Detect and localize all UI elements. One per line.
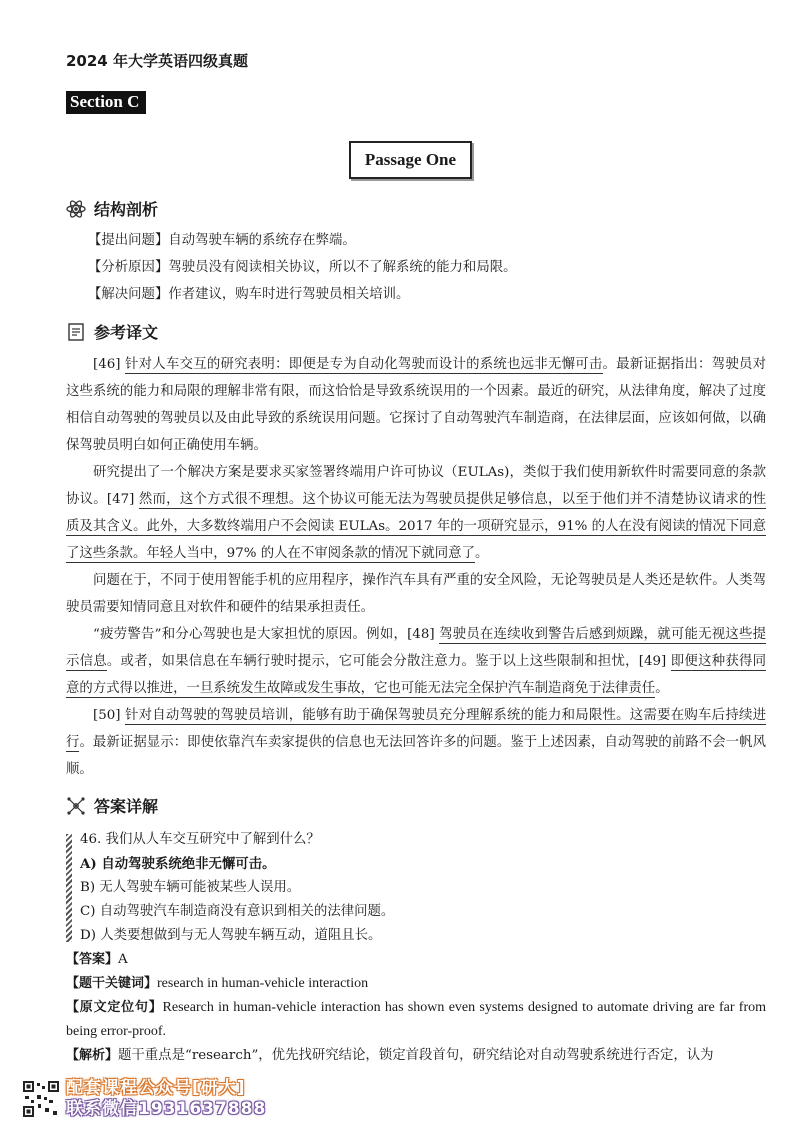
document-icon — [66, 322, 86, 342]
answer-marker: [50] — [93, 708, 125, 723]
structure-heading-label: 结构剖析 — [94, 200, 159, 219]
locate-value: Research in human-vehicle interaction has shown even systems designed to automate driving are far from being error-proof. — [66, 1000, 766, 1039]
answer-line — [66, 948, 766, 972]
translation-paragraph — [66, 351, 766, 459]
paragraph-text: 研究提出了一个解决方案是要求买家签署终端用户许可协议（EULAs)，类似于我们使用新软件时需要同意的条款协议。[47] — [66, 465, 766, 507]
translation-paragraph — [66, 621, 766, 702]
footer-promo — [22, 1078, 266, 1120]
question-block — [66, 828, 766, 948]
paragraph-text: 。最新证据显示：即使依靠汽车卖家提供的信息也无法回答许多的问题。鉴于上述因素，自动驾驶的前路不会一帆风顺。 — [66, 735, 767, 777]
analysis-line — [66, 1044, 766, 1068]
underlined-answer-text: 针对自动驾驶的驾驶员培训，能够有助于确保驾驶员充分理解系统的能力和局限性。这需要在购车后持续进行 — [66, 708, 766, 750]
passage-title-box — [349, 141, 472, 179]
question-text: 46. 我们从人车交互研究中了解到什么？ — [80, 832, 320, 847]
paragraph-text: 。或者，如果信息在车辆行驶时提示，它可能会分散注意力。鉴于以上这些限制和担忧，[49] — [106, 654, 671, 669]
answers-heading — [66, 794, 158, 817]
translation-paragraph — [66, 459, 766, 567]
section-label: Section C — [66, 91, 146, 114]
translation-paragraph: 问题在于，不同于使用智能手机的应用程序，操作汽车具有严重的安全风险，无论驾驶员是人类还是软件。人类驾驶员需要知情同意且对软件和硬件的结果承担责任。 — [66, 573, 766, 615]
structure-list — [88, 227, 748, 308]
underlined-answer-text: 然而，这个方式很不理想。这个协议可能无法为驾驶员提供足够信息，以至于他们并不清楚协议请求的性质及其含义。此外，大多数终端用户不会阅读 EULAs。2017 年的一项研究显示，91% 的人在没有阅读的情况下同意了这些条款。年轻人当中，97% 的人在不审阅条款的情况下就同意了 — [66, 492, 766, 561]
paragraph-text: 。 — [474, 546, 489, 561]
paragraph-text: “疲劳警告”和分心驾驶也是大家担忧的原因。例如，[48] — [93, 627, 440, 642]
structure-item: 【分析原因】驾驶员没有阅读相关协议，所以不了解系统的能力和局限。 — [88, 260, 517, 275]
passage-title: Passage One — [364, 150, 457, 169]
structure-item: 【解决问题】作者建议，购车时进行驾驶员相关培训。 — [88, 287, 410, 302]
promo-text — [66, 1078, 266, 1120]
promo-line-2: 联系微信1931637888 — [66, 1099, 267, 1119]
underlined-answer-text: 驾驶员在连续收到警告后感到烦躁，就可能无视这些提示信息 — [66, 627, 767, 669]
question-bar — [66, 834, 72, 942]
qr-code-icon — [22, 1080, 60, 1118]
answers-heading-label: 答案详解 — [94, 797, 159, 816]
keyword-label: 【题干关键词】 — [66, 976, 158, 991]
keyword-line — [66, 972, 766, 996]
translation-heading-label: 参考译文 — [94, 323, 159, 342]
option-b: B) 无人驾驶车辆可能被某些人误用。 — [80, 880, 301, 895]
network-icon — [66, 796, 86, 816]
keyword-value: research in human-vehicle interaction — [157, 976, 369, 991]
underlined-answer-text: 针对人车交互的研究表明：即便是专为自动化驾驶而设计的系统也远非无懈可击 — [125, 357, 603, 372]
locate-line — [66, 996, 766, 1044]
analysis-value: 题干重点是“research”，优先找研究结论，锁定首段首句，研究结论对自动驾驶系统进行否定，认为 — [118, 1048, 714, 1063]
promo-line-1: 配套课程公众号[研大] — [66, 1078, 246, 1098]
option-d: D) 人类要想做到与无人驾驶车辆互动，道阻且长。 — [80, 928, 382, 943]
option-c: C) 自动驾驶汽车制造商没有意识到相关的法律问题。 — [80, 904, 395, 919]
paragraph-text: 。 — [655, 681, 669, 696]
paragraph-text: 。最新证据指出：驾驶员对这些系统的能力和局限的理解非常有限，而这恰恰是导致系统误用的一个因素。最近的研究，从法律角度，解决了过度相信自动驾驶的驾驶员以及由此导致的系统误用问题。它探讨了自动驾驶汽车制造商，在法律层面，应该如何做，以确保驾驶员明白如何正确使用车辆。 — [66, 357, 767, 453]
underlined-answer-text: 即便这种获得同意的方式得以推进，一旦系统发生故障或发生事故，它也可能无法完全保护汽车制造商免于法律责任 — [66, 654, 767, 696]
translation-paragraph — [66, 702, 766, 783]
answer-marker: [46] — [93, 357, 125, 372]
option-a: A) 自动驾驶系统绝非无懈可击。 — [80, 856, 276, 872]
answer-value: A — [118, 952, 128, 967]
atom-icon — [66, 199, 86, 219]
answer-label: 【答案】 — [66, 952, 119, 967]
locate-label: 【原文定位句】 — [66, 1000, 163, 1015]
page-header: 2024 年大学英语四级真题 — [66, 52, 248, 70]
analysis-label: 【解析】 — [66, 1048, 119, 1063]
translation-heading — [66, 320, 158, 343]
translation-body — [66, 351, 766, 783]
answers-section — [66, 828, 766, 1068]
structure-item: 【提出问题】自动驾驶车辆的系统存在弊端。 — [88, 233, 356, 248]
structure-heading — [66, 197, 158, 220]
